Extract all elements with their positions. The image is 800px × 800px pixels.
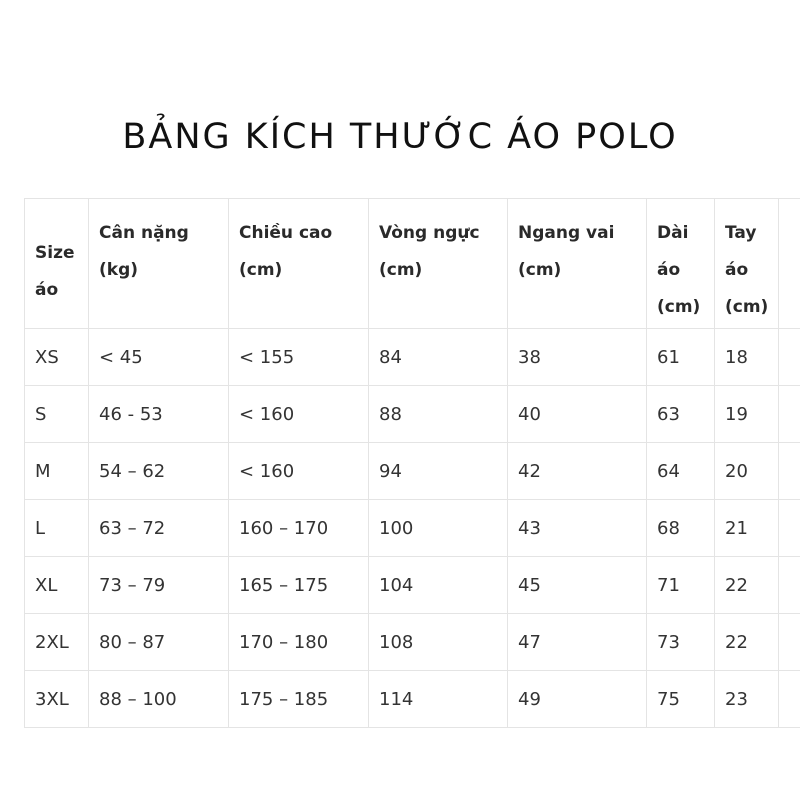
table-row (25, 614, 800, 671)
table-row (25, 329, 800, 386)
header-extra (779, 199, 800, 329)
cell-extra (779, 500, 800, 557)
cell-chest: 88 (369, 386, 508, 443)
cell-shoulder: 43 (508, 500, 647, 557)
table-header-row (25, 199, 800, 329)
cell-shoulder: 45 (508, 557, 647, 614)
cell-sleeve: 18 (715, 329, 779, 386)
cell-size: M (25, 443, 89, 500)
cell-height: 165 – 175 (229, 557, 369, 614)
cell-size: 3XL (25, 671, 89, 728)
cell-shoulder: 42 (508, 443, 647, 500)
cell-size: S (25, 386, 89, 443)
header-size: Size áo (25, 199, 89, 329)
cell-weight: 73 – 79 (89, 557, 229, 614)
cell-height: < 160 (229, 386, 369, 443)
cell-extra (779, 557, 800, 614)
table-row (25, 557, 800, 614)
cell-length: 71 (647, 557, 715, 614)
header-length: Dài áo (cm) (647, 199, 715, 329)
cell-height: < 160 (229, 443, 369, 500)
cell-shoulder: 40 (508, 386, 647, 443)
cell-weight: 54 – 62 (89, 443, 229, 500)
cell-size: L (25, 500, 89, 557)
table-row (25, 443, 800, 500)
cell-chest: 100 (369, 500, 508, 557)
cell-chest: 104 (369, 557, 508, 614)
cell-weight: 63 – 72 (89, 500, 229, 557)
size-table-container (24, 198, 800, 732)
cell-weight: 80 – 87 (89, 614, 229, 671)
header-height: Chiều cao (cm) (229, 199, 369, 329)
cell-length: 61 (647, 329, 715, 386)
cell-length: 63 (647, 386, 715, 443)
cell-sleeve: 22 (715, 557, 779, 614)
cell-sleeve: 22 (715, 614, 779, 671)
cell-size: 2XL (25, 614, 89, 671)
header-sleeve: Tay áo (cm) (715, 199, 779, 329)
cell-length: 73 (647, 614, 715, 671)
cell-sleeve: 19 (715, 386, 779, 443)
cell-sleeve: 21 (715, 500, 779, 557)
cell-extra (779, 443, 800, 500)
cell-size: XS (25, 329, 89, 386)
cell-size: XL (25, 557, 89, 614)
header-chest: Vòng ngực (cm) (369, 199, 508, 329)
cell-chest: 114 (369, 671, 508, 728)
table-row (25, 500, 800, 557)
cell-chest: 84 (369, 329, 508, 386)
cell-height: < 155 (229, 329, 369, 386)
cell-sleeve: 23 (715, 671, 779, 728)
cell-height: 175 – 185 (229, 671, 369, 728)
cell-weight: < 45 (89, 329, 229, 386)
size-table (24, 198, 800, 728)
page-title: BẢNG KÍCH THƯỚC ÁO POLO (122, 117, 678, 157)
header-shoulder: Ngang vai (cm) (508, 199, 647, 329)
header-weight: Cân nặng (kg) (89, 199, 229, 329)
cell-extra (779, 671, 800, 728)
table-row (25, 386, 800, 443)
cell-height: 160 – 170 (229, 500, 369, 557)
cell-extra (779, 386, 800, 443)
cell-chest: 94 (369, 443, 508, 500)
cell-extra (779, 614, 800, 671)
cell-length: 64 (647, 443, 715, 500)
cell-shoulder: 49 (508, 671, 647, 728)
table-row (25, 671, 800, 728)
cell-shoulder: 38 (508, 329, 647, 386)
cell-length: 68 (647, 500, 715, 557)
cell-length: 75 (647, 671, 715, 728)
cell-shoulder: 47 (508, 614, 647, 671)
cell-height: 170 – 180 (229, 614, 369, 671)
cell-weight: 88 – 100 (89, 671, 229, 728)
cell-chest: 108 (369, 614, 508, 671)
cell-extra (779, 329, 800, 386)
cell-sleeve: 20 (715, 443, 779, 500)
cell-weight: 46 - 53 (89, 386, 229, 443)
